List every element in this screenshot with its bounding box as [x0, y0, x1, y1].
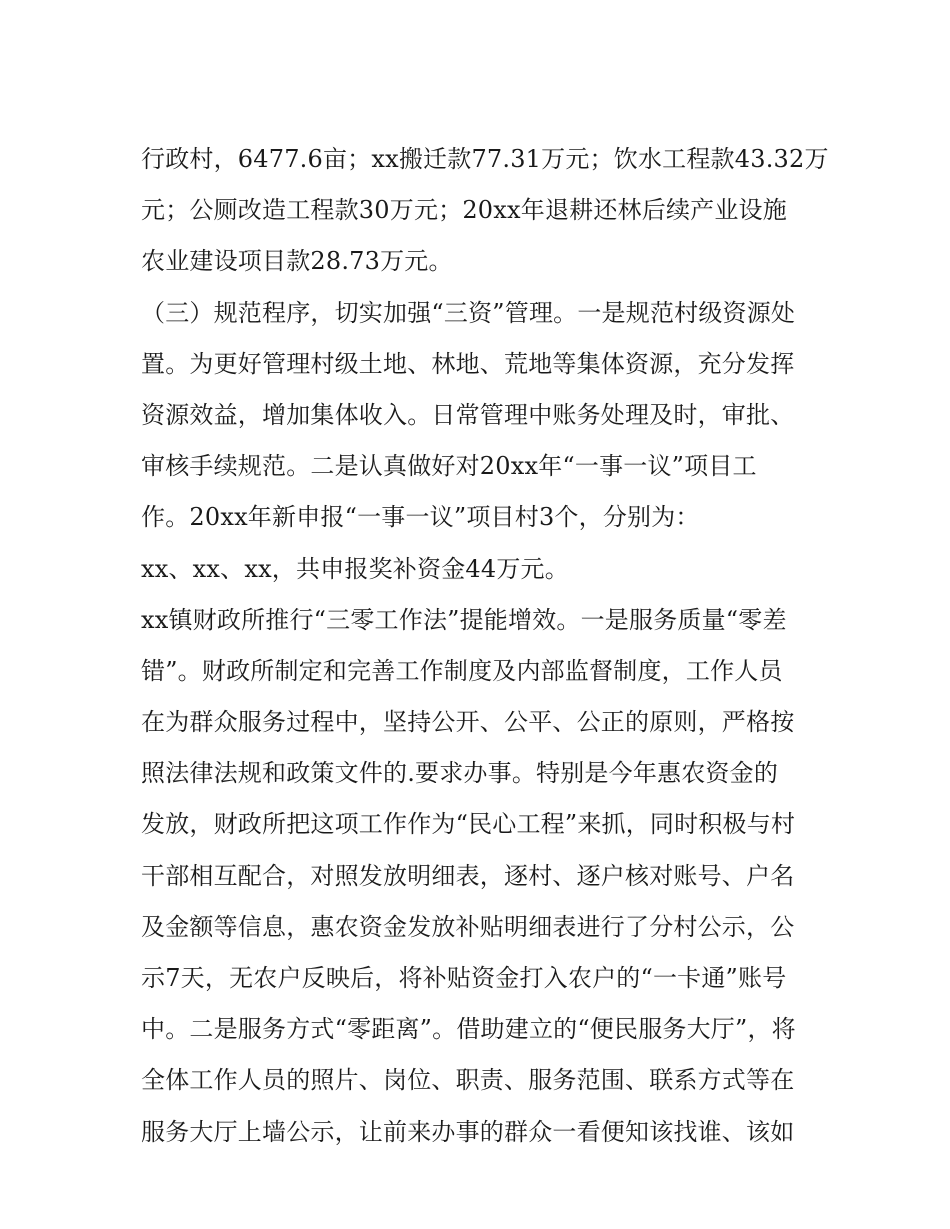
- text-line: 干部相互配合，对照发放明细表，逐村、逐户核对账号、户名: [141, 861, 795, 890]
- text-line: 置。为更好管理村级土地、林地、荒地等集体资源，充分发挥: [141, 349, 795, 378]
- text-line: 照法律法规和政策文件的.要求办事。特别是今年惠农资金的: [141, 759, 779, 788]
- text-line: 农业建设项目款28.73万元。: [141, 247, 453, 276]
- text-line: （三）规范程序，切实加强“三资”管理。一是规范村级资源处: [141, 298, 796, 327]
- text-line: 在为群众服务过程中，坚持公开、公平、公正的原则，严格按: [141, 708, 795, 737]
- text-line: 中。二是服务方式“零距离”。借助建立的“便民服务大厅”，将: [141, 1015, 796, 1044]
- text-line: 发放，财政所把这项工作作为“民心工程”来抓，同时积极与村: [141, 810, 796, 839]
- text-line: 及金额等信息，惠农资金发放补贴明细表进行了分村公示，公: [141, 912, 795, 941]
- text-line: 审核手续规范。二是认真做好对20xx年“一事一议”项目工: [141, 452, 757, 481]
- body-text: [141, 134, 829, 1158]
- text-line: 全体工作人员的照片、岗位、职责、服务范围、联系方式等在: [141, 1066, 795, 1095]
- text-line: xx、xx、xx，共申报奖补资金44万元。: [141, 554, 569, 583]
- text-line: 行政村，6477.6亩；xx搬迁款77.31万元；饮水工程款43.32万: [141, 145, 829, 173]
- text-line: 元；公厕改造工程款30万元；20xx年退耕还林后续产业设施: [141, 196, 787, 225]
- text-line: 错”。财政所制定和完善工作制度及内部监督制度，工作人员: [141, 656, 783, 685]
- text-line: 服务大厅上墙公示，让前来办事的群众一看便知该找谁、该如: [141, 1117, 795, 1146]
- text-line: 示7天，无农户反映后，将补贴资金打入农户的“一卡通”账号: [141, 964, 787, 992]
- text-line: 资源效益，增加集体收入。日常管理中账务处理及时，审批、: [141, 400, 795, 429]
- text-line: 作。20xx年新申报“一事一议”项目村3个，分别为：: [141, 503, 700, 532]
- text-line: xx镇财政所推行“三零工作法”提能增效。一是服务质量“零差: [141, 605, 787, 634]
